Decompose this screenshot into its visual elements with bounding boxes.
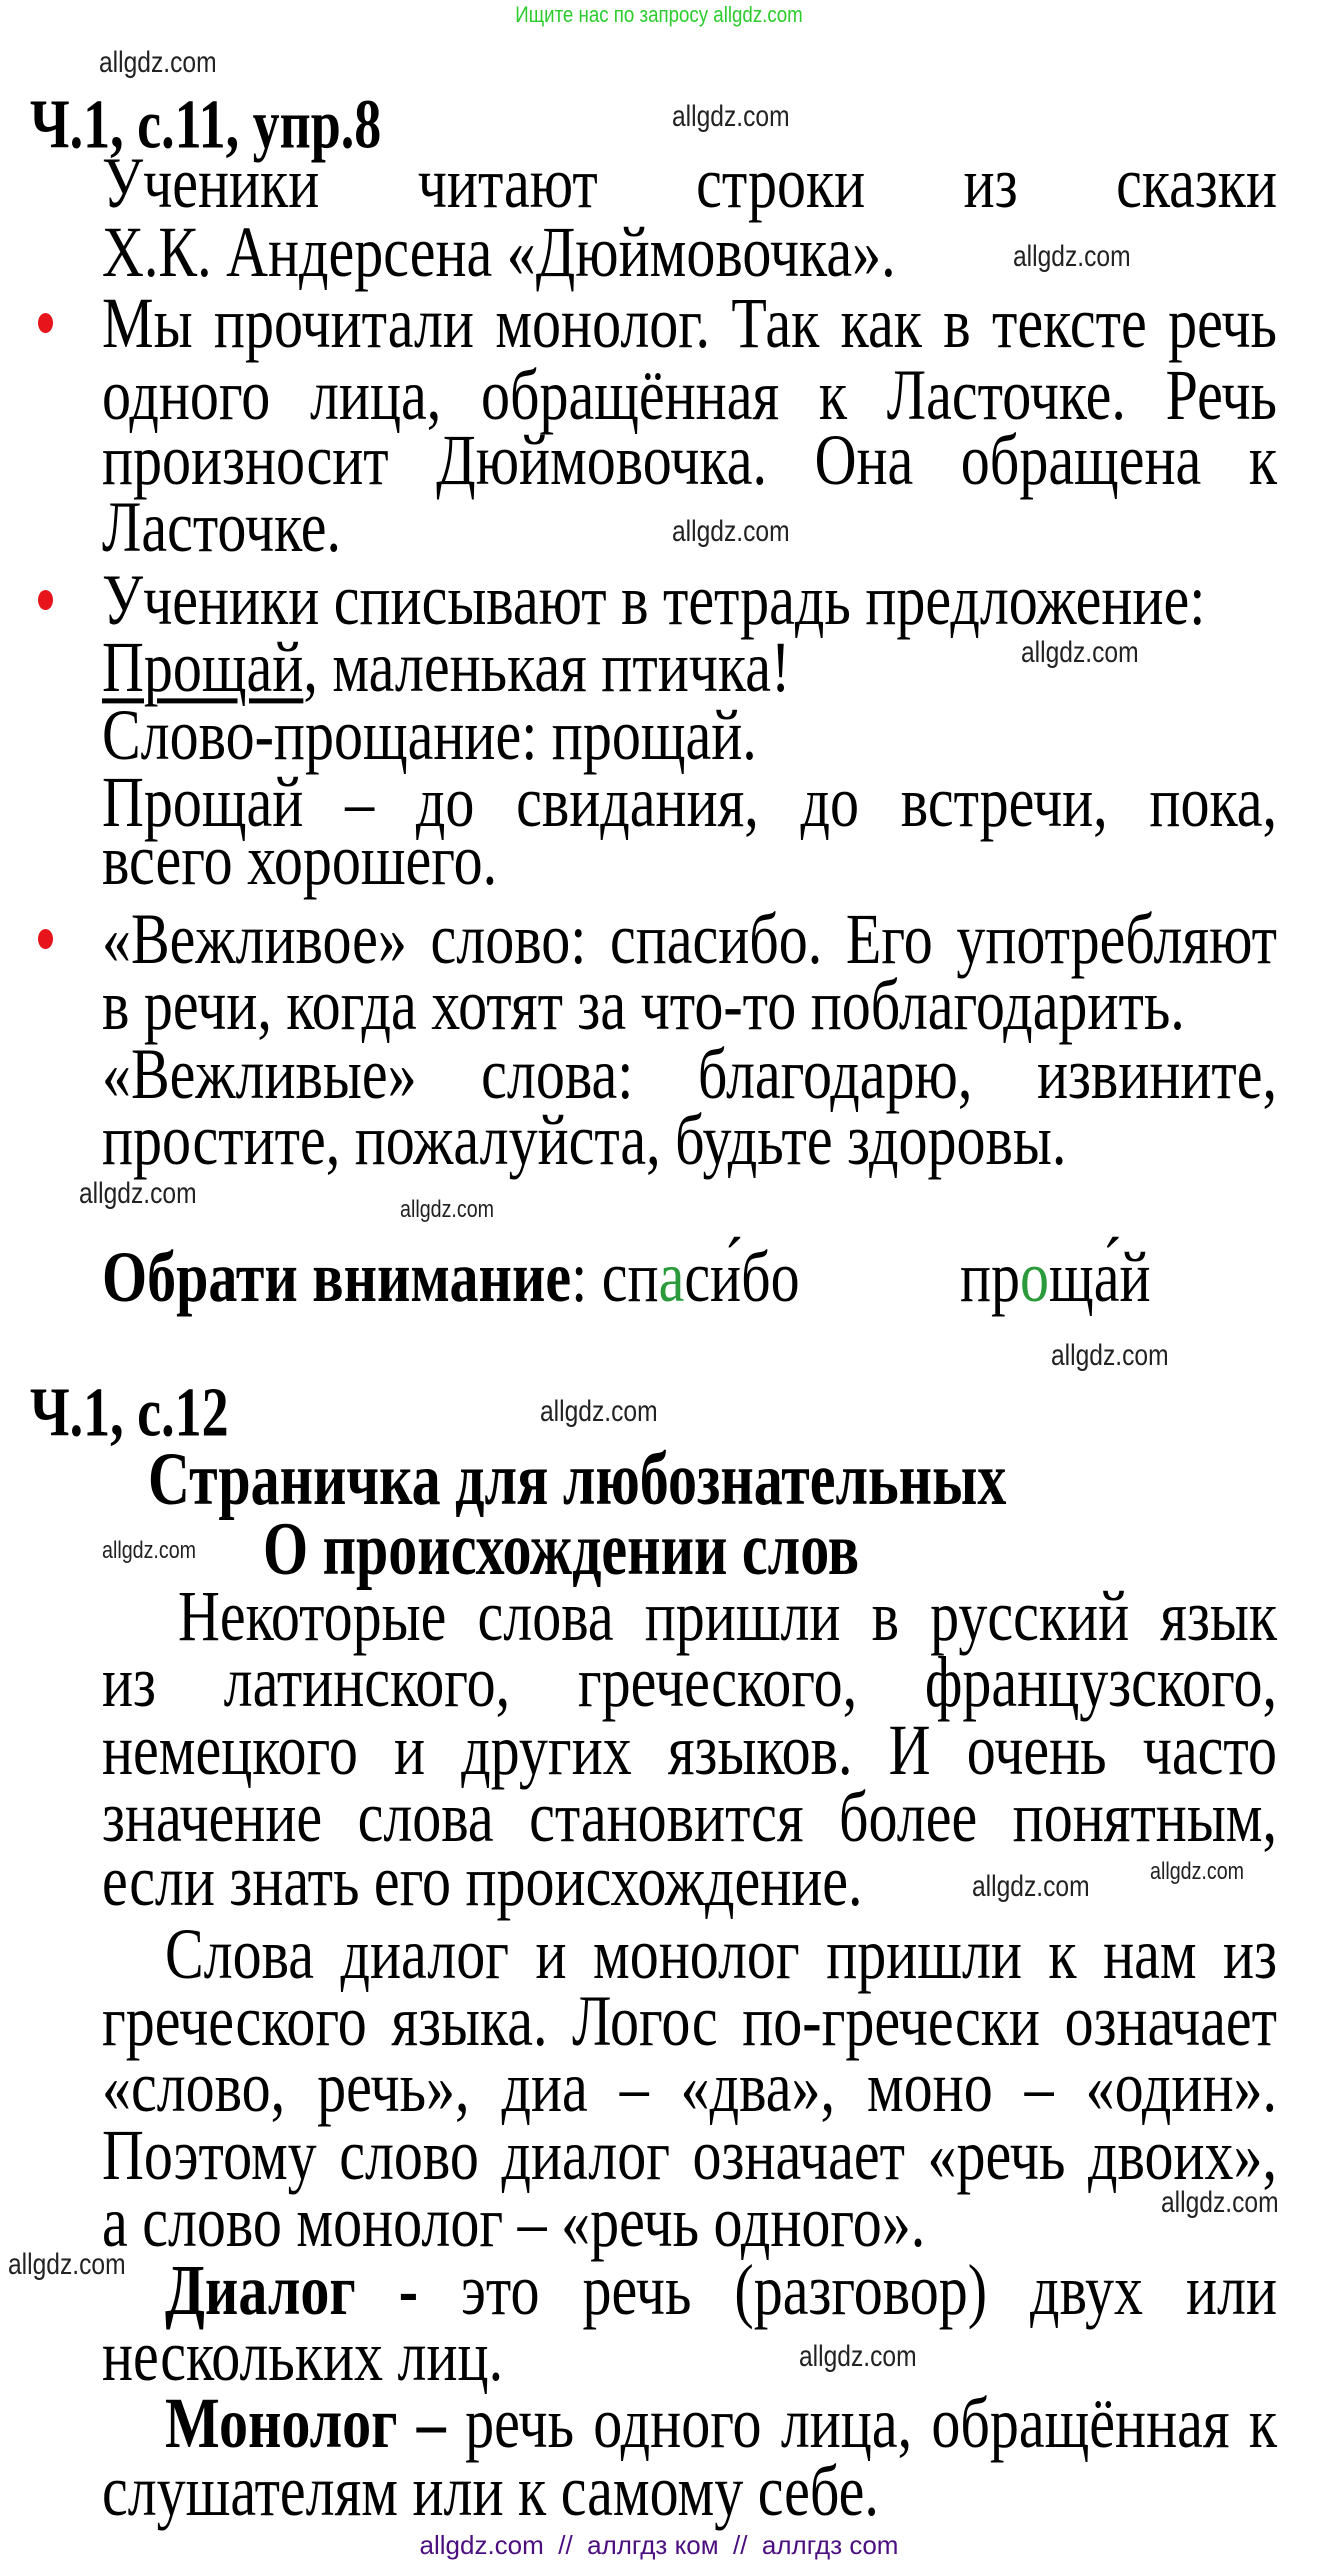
- text-line: Прощай – до свидания, до встречи, пока,: [102, 760, 1277, 843]
- text-span: , маленькая птичка!: [303, 625, 791, 708]
- footer-links[interactable]: allgdz.com // аллгдз ком // аллгдз com: [419, 2530, 899, 2560]
- text-line: Ученики читают строки из сказки: [102, 141, 1277, 224]
- section-heading: Ч.1, с.12: [30, 1372, 229, 1451]
- attention-label: Обрати внимание: [102, 1235, 572, 1318]
- watermark: allgdz.com: [799, 2340, 917, 2373]
- text-line: Ученики списывают в тетрадь предложение:: [102, 558, 1206, 641]
- attention-line: [102, 1233, 1277, 1319]
- text-span: пр: [960, 1235, 1021, 1318]
- watermark: allgdz.com: [540, 1395, 658, 1428]
- text-span: это речь (разговор) двух или: [418, 2248, 1277, 2331]
- subheading: Страничка для любознательных: [148, 1436, 1007, 1521]
- stress-word-spasibo: [602, 1236, 800, 1317]
- article-title: О происхождении слов: [263, 1506, 860, 1591]
- text-line: одного лица, обращённая к Ласточке. Речь: [102, 353, 1277, 436]
- watermark: allgdz.com: [672, 515, 790, 548]
- text-line: «Вежливые» слова: благодарю, извините,: [102, 1032, 1277, 1115]
- watermark: allgdz.com: [1150, 1858, 1245, 1885]
- text-line: Некоторые слова пришли в русский язык: [178, 1574, 1277, 1657]
- watermark: allgdz.com: [1013, 240, 1131, 273]
- text-line: из латинского, греческого, французского,: [102, 1640, 1277, 1723]
- text-line: греческого языка. Логос по-гречески означает: [102, 1979, 1277, 2062]
- watermark: allgdz.com: [1051, 1339, 1169, 1372]
- text-line: «слово, речь», диа – «два», моно – «один».: [102, 2045, 1277, 2128]
- highlighted-letter: о: [1020, 1235, 1050, 1318]
- text-line: немецкого и других языков. И очень часто: [102, 1708, 1277, 1791]
- underlined-word: Прощай: [102, 625, 304, 708]
- text-line: Поэтому слово диалог означает «речь двоих»,: [102, 2113, 1277, 2196]
- text-line: в речи, когда хотят за что-то поблагодарить.: [102, 963, 1185, 1046]
- text-line: Ласточке.: [102, 485, 342, 568]
- text-line: Слова диалог и монолог пришли к нам из: [165, 1912, 1277, 1995]
- text-line: простите, пожалуйста, будьте здоровы.: [102, 1098, 1067, 1181]
- watermark: allgdz.com: [1161, 2186, 1279, 2219]
- bullet-icon: [38, 590, 53, 610]
- watermark: allgdz.com: [79, 1177, 197, 1210]
- text-line: а слово монолог – «речь одного».: [102, 2180, 926, 2263]
- stress-word-proshchai: [960, 1233, 1151, 1319]
- text-line: слушателям или к самому себе.: [102, 2449, 879, 2532]
- watermark: allgdz.com: [972, 1870, 1090, 1903]
- watermark: allgdz.com: [8, 2248, 126, 2281]
- term: Монолог –: [165, 2381, 446, 2464]
- highlighted-letter: а: [658, 1235, 685, 1318]
- text-span: ща́й: [1049, 1235, 1151, 1318]
- text-line: нескольких лиц.: [102, 2314, 504, 2397]
- top-banner[interactable]: Ищите нас по запросу allgdz.com: [515, 2, 803, 27]
- text-line: Слово-прощание: прощай.: [102, 693, 757, 776]
- text-line: «Вежливое» слово: спасибо. Его употребляют: [102, 897, 1277, 980]
- section-heading: Ч.1, с.11, упр.8: [30, 84, 382, 163]
- text-line: если знать его происхождение.: [102, 1839, 863, 1922]
- text-line: произносит Дюймовочка. Она обращена к: [102, 418, 1277, 501]
- watermark: allgdz.com: [1021, 636, 1139, 669]
- text-span: сп: [601, 1235, 659, 1318]
- text-line: значение слова становится более понятным,: [102, 1775, 1277, 1858]
- text-line: Х.К. Андерсена «Дюймовочка».: [102, 210, 896, 293]
- text-line: всего хорошего.: [102, 818, 498, 901]
- text-line: Мы прочитали монолог. Так как в тексте речь: [102, 281, 1277, 364]
- bullet-icon: [38, 929, 53, 949]
- colon: :: [571, 1235, 588, 1318]
- watermark: allgdz.com: [672, 100, 790, 133]
- bullet-icon: [38, 313, 53, 333]
- text-span: речь одного лица, обращённая к: [445, 2381, 1277, 2464]
- text-span: си́бо: [684, 1235, 800, 1318]
- watermark: allgdz.com: [400, 1196, 495, 1223]
- watermark: allgdz.com: [99, 46, 217, 79]
- term: Диалог -: [165, 2248, 419, 2331]
- watermark: allgdz.com: [102, 1537, 197, 1564]
